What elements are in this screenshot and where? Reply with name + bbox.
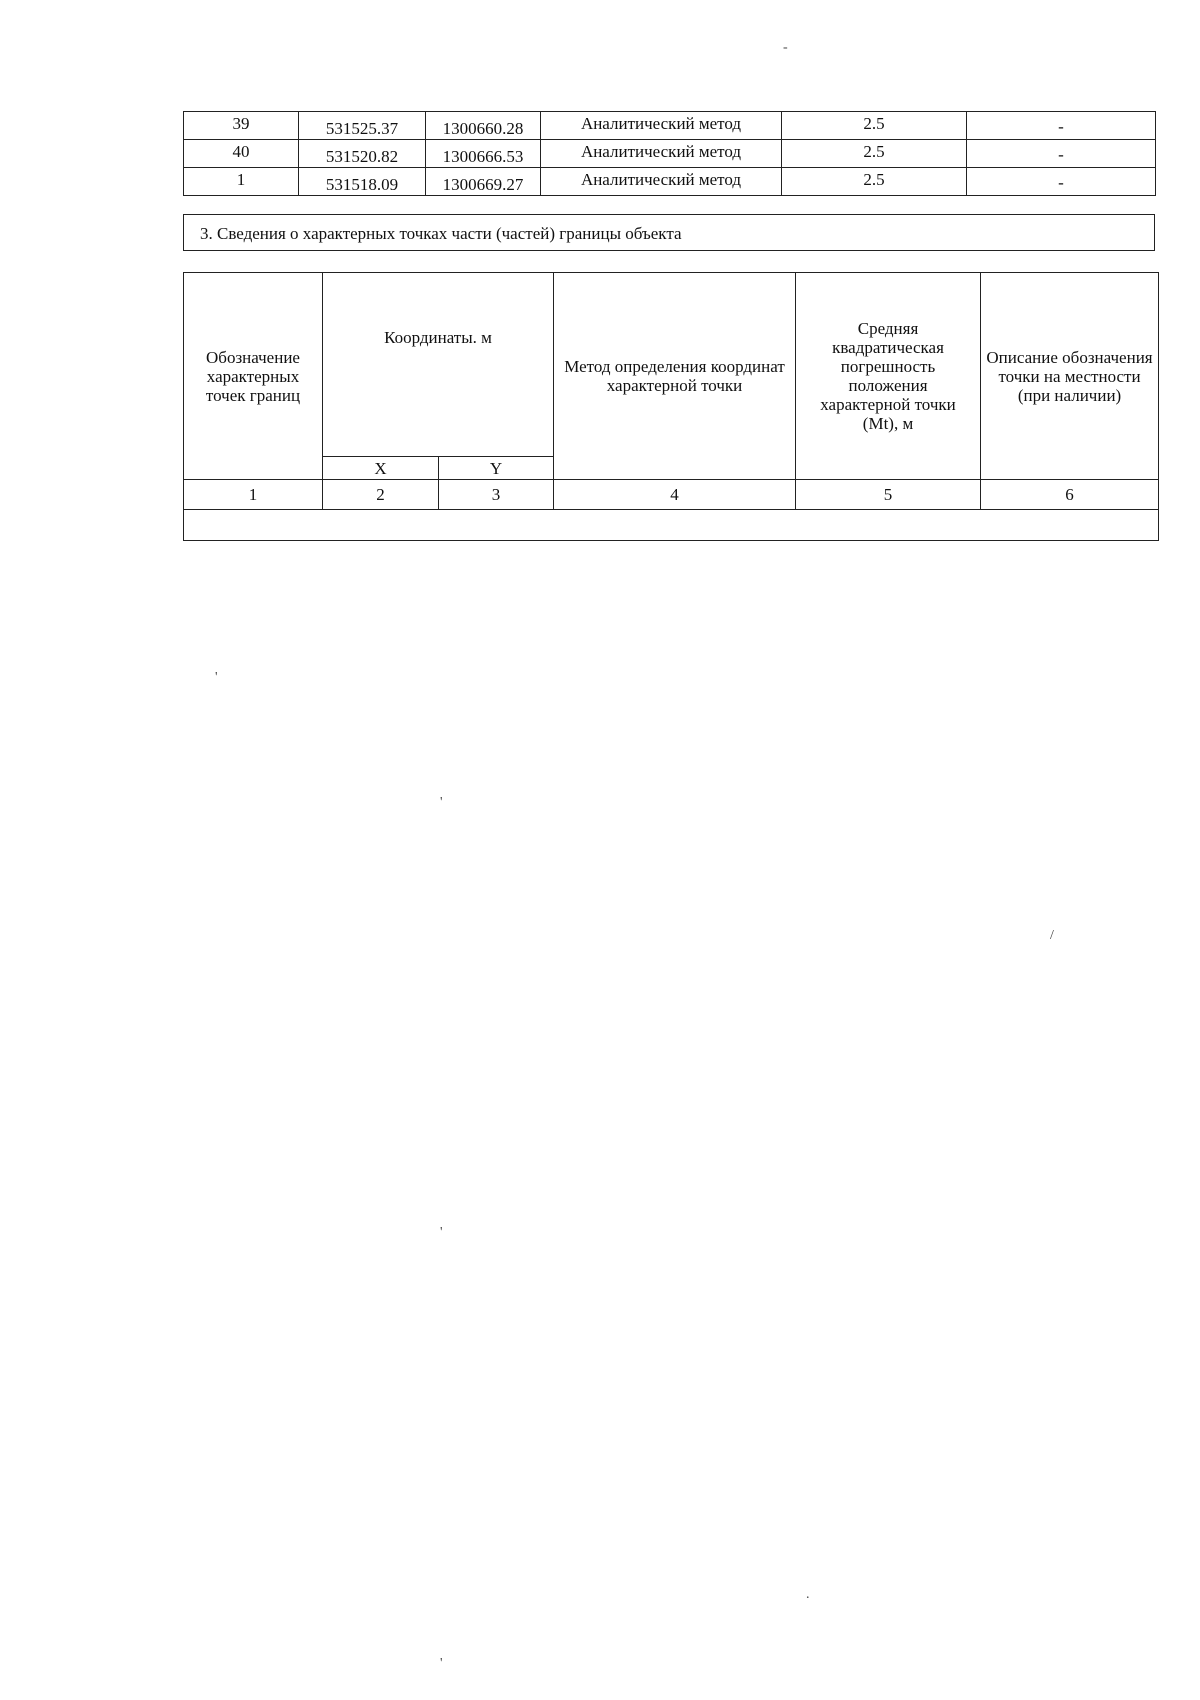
designation-header: Обозначение характерных точек границ <box>184 273 323 480</box>
x-coordinate-cell: 531520.82 <box>299 140 426 168</box>
scan-speck: ' <box>215 670 218 685</box>
point-number-cell: 40 <box>184 140 299 168</box>
scan-speck: - <box>783 40 788 55</box>
y-coordinate-cell: 1300669.27 <box>426 168 541 196</box>
mean-error-cell: 2.5 <box>782 140 967 168</box>
header-row <box>184 273 1159 457</box>
mean-error-cell: 2.5 <box>782 112 967 140</box>
column-number-cell: 5 <box>796 480 981 510</box>
column-number-cell: 3 <box>439 480 554 510</box>
description-cell: - <box>967 140 1156 168</box>
x-coordinate-cell: 531518.09 <box>299 168 426 196</box>
scan-speck: . <box>806 1587 810 1602</box>
column-number-cell: 1 <box>184 480 323 510</box>
boundary-points-table <box>183 272 1159 541</box>
x-coordinate-cell: 531525.37 <box>299 112 426 140</box>
scan-speck: ' <box>440 1225 443 1240</box>
point-number-cell: 1 <box>184 168 299 196</box>
method-cell: Аналитический метод <box>541 140 782 168</box>
scan-speck: ' <box>440 795 443 810</box>
point-number-cell: 39 <box>184 112 299 140</box>
empty-data-row <box>184 510 1159 541</box>
scan-speck: / <box>1050 928 1054 943</box>
y-header: Y <box>439 457 554 480</box>
y-coordinate-cell: 1300666.53 <box>426 140 541 168</box>
method-cell: Аналитический метод <box>541 112 782 140</box>
method-header: Метод определения координат характерной точки <box>554 273 796 480</box>
description-cell: - <box>967 168 1156 196</box>
column-number-cell: 2 <box>323 480 439 510</box>
table-row <box>184 112 1156 140</box>
scan-speck: ' <box>440 1656 443 1671</box>
mean-error-cell: 2.5 <box>782 168 967 196</box>
x-header: X <box>323 457 439 480</box>
column-number-cell: 6 <box>981 480 1159 510</box>
description-header: Описание обозначения точки на местности (при наличии) <box>981 273 1159 480</box>
column-number-row <box>184 480 1159 510</box>
coordinates-continuation-table <box>183 111 1156 196</box>
table-row <box>184 168 1156 196</box>
y-coordinate-cell: 1300660.28 <box>426 112 541 140</box>
mean-error-header: Средняя квадратическая погрешность положения характерной точки (Mt), м <box>796 273 981 480</box>
description-cell: - <box>967 112 1156 140</box>
empty-cell <box>184 510 1159 541</box>
table-row <box>184 140 1156 168</box>
section-title: 3. Сведения о характерных точках части (частей) границы объекта <box>183 214 1155 251</box>
coordinates-header: Координаты. м <box>323 273 554 457</box>
column-number-cell: 4 <box>554 480 796 510</box>
method-cell: Аналитический метод <box>541 168 782 196</box>
